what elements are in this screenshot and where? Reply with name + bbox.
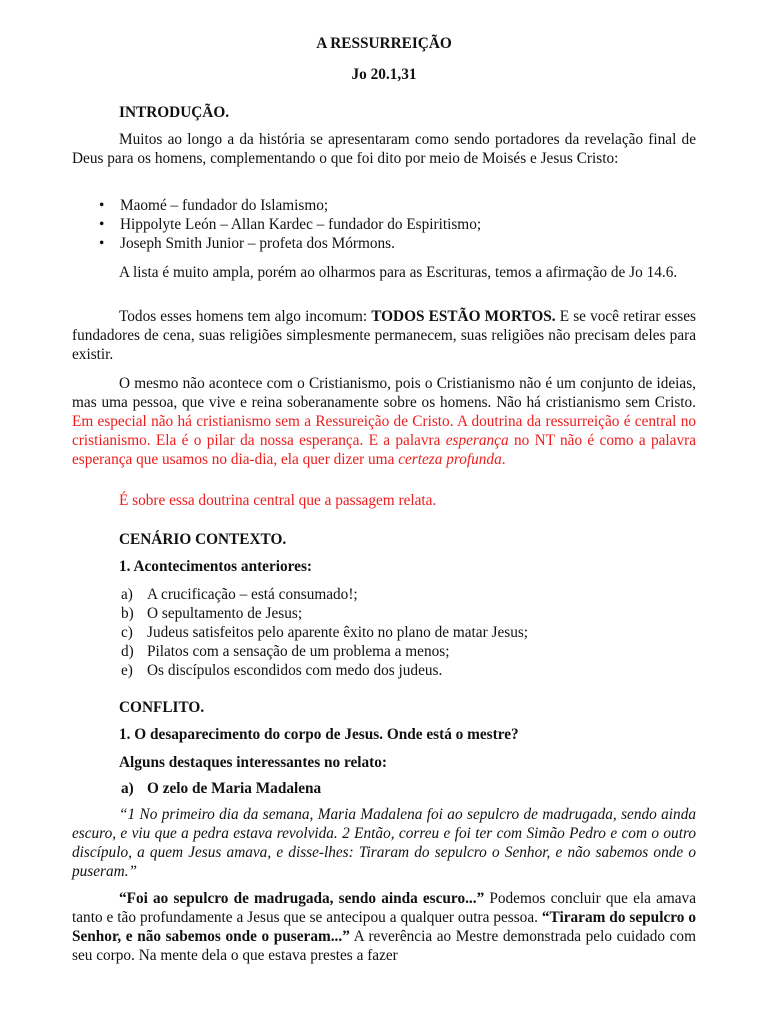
- intro-paragraph-3: Todos esses homens tem algo incomum: TODOS ESTÃO MORTOS. E se você retirar esses fundadores de cena, suas religiões simplesmente permanecem, suas religiões não precisam deles para existir.: [72, 308, 696, 363]
- list-item: c) Judeus satisfeitos pelo aparente êxito no plano de matar Jesus;: [121, 624, 529, 641]
- scripture-quote: “1 No primeiro dia da semana, Maria Madalena foi ao sepulcro de madrugada, sendo ainda escuro, e viu que a pedra estava revolvida. 2 Então, correu e foi ter com Simão Pedro e com o outro discípulo, a quem Jesus amava, e disse-lhes: Tiraram do sepulcro o Senhor, e não sabemos onde o puseram.”: [72, 806, 696, 880]
- events-list: [72, 585, 696, 680]
- intro-paragraph-2: A lista é muito ampla, porém ao olharmos para as Escrituras, temos a afirmação de Jo 14.6.: [119, 264, 678, 281]
- scripture-reference: Jo 20.1,31: [351, 66, 417, 83]
- document-title: A RESSURREIÇÃO: [316, 35, 452, 52]
- bullet-icon: •: [99, 197, 105, 214]
- context-heading: CENÁRIO CONTEXTO.: [119, 531, 287, 548]
- conflict-paragraph-1: “Foi ao sepulcro de madrugada, sendo ainda escuro...” Podemos concluir que ela amava tanto e tão profundamente a Jesus que se antecipou a qualquer outra pessoa. “Tiraram do sepulcro o Senhor, e não sabemos onde o puseram...” A reverência ao Mestre demonstrada pelo cuidado com seu corpo. Na mente dela o que estava prestes a fazer: [72, 890, 697, 964]
- bullet-icon: •: [99, 216, 105, 233]
- conflict-heading: CONFLITO.: [119, 699, 205, 716]
- list-item: • Joseph Smith Junior – profeta dos Mórmons.: [99, 235, 395, 252]
- list-item: a) A crucificação – está consumado!;: [121, 586, 358, 603]
- intro-paragraph-1: Muitos ao longo a da história se apresentaram como sendo portadores da revelação final de Deus para os homens, complementando o que foi dito por meio de Moisés e Jesus Cristo:: [72, 131, 696, 167]
- bullet-icon: •: [99, 235, 105, 252]
- conflict-subheading: 1. O desaparecimento do corpo de Jesus. Onde está o mestre?: [119, 726, 519, 743]
- list-item: b) O sepultamento de Jesus;: [121, 605, 303, 622]
- list-item: • Hippolyte León – Allan Kardec – fundador do Espiritismo;: [99, 216, 482, 233]
- highlight-item-title: a) O zelo de Maria Madalena: [121, 780, 322, 797]
- list-item: d) Pilatos com a sensação de um problema a menos;: [121, 643, 450, 660]
- list-item: e) Os discípulos escondidos com medo dos judeus.: [121, 662, 443, 679]
- intro-heading: INTRODUÇÃO.: [119, 104, 230, 121]
- intro-paragraph-5: É sobre essa doutrina central que a passagem relata.: [119, 492, 437, 509]
- intro-paragraph-4: O mesmo não acontece com o Cristianismo, pois o Cristianismo não é um conjunto de ideias, mas uma pessoa, que vive e reina soberanamente sobre os homens. Não há cristianismo sem Cristo. Em especial não há cristianismo sem a Ressureição de Cristo. A doutrina da ressurreição é central no cristianismo. Ela é o pilar da nossa esperança. E a palavra esperança no NT não é como a palavra esperança que usamos no dia-dia, ela quer dizer uma certeza profunda.: [72, 375, 696, 468]
- emphasis-text: TODOS ESTÃO MORTOS.: [371, 308, 556, 325]
- list-item: • Maomé – fundador do Islamismo;: [99, 197, 329, 214]
- highlights-heading: Alguns destaques interessantes no relato:: [119, 754, 387, 771]
- founders-list: [72, 196, 696, 253]
- context-subheading: 1. Acontecimentos anteriores:: [119, 558, 313, 575]
